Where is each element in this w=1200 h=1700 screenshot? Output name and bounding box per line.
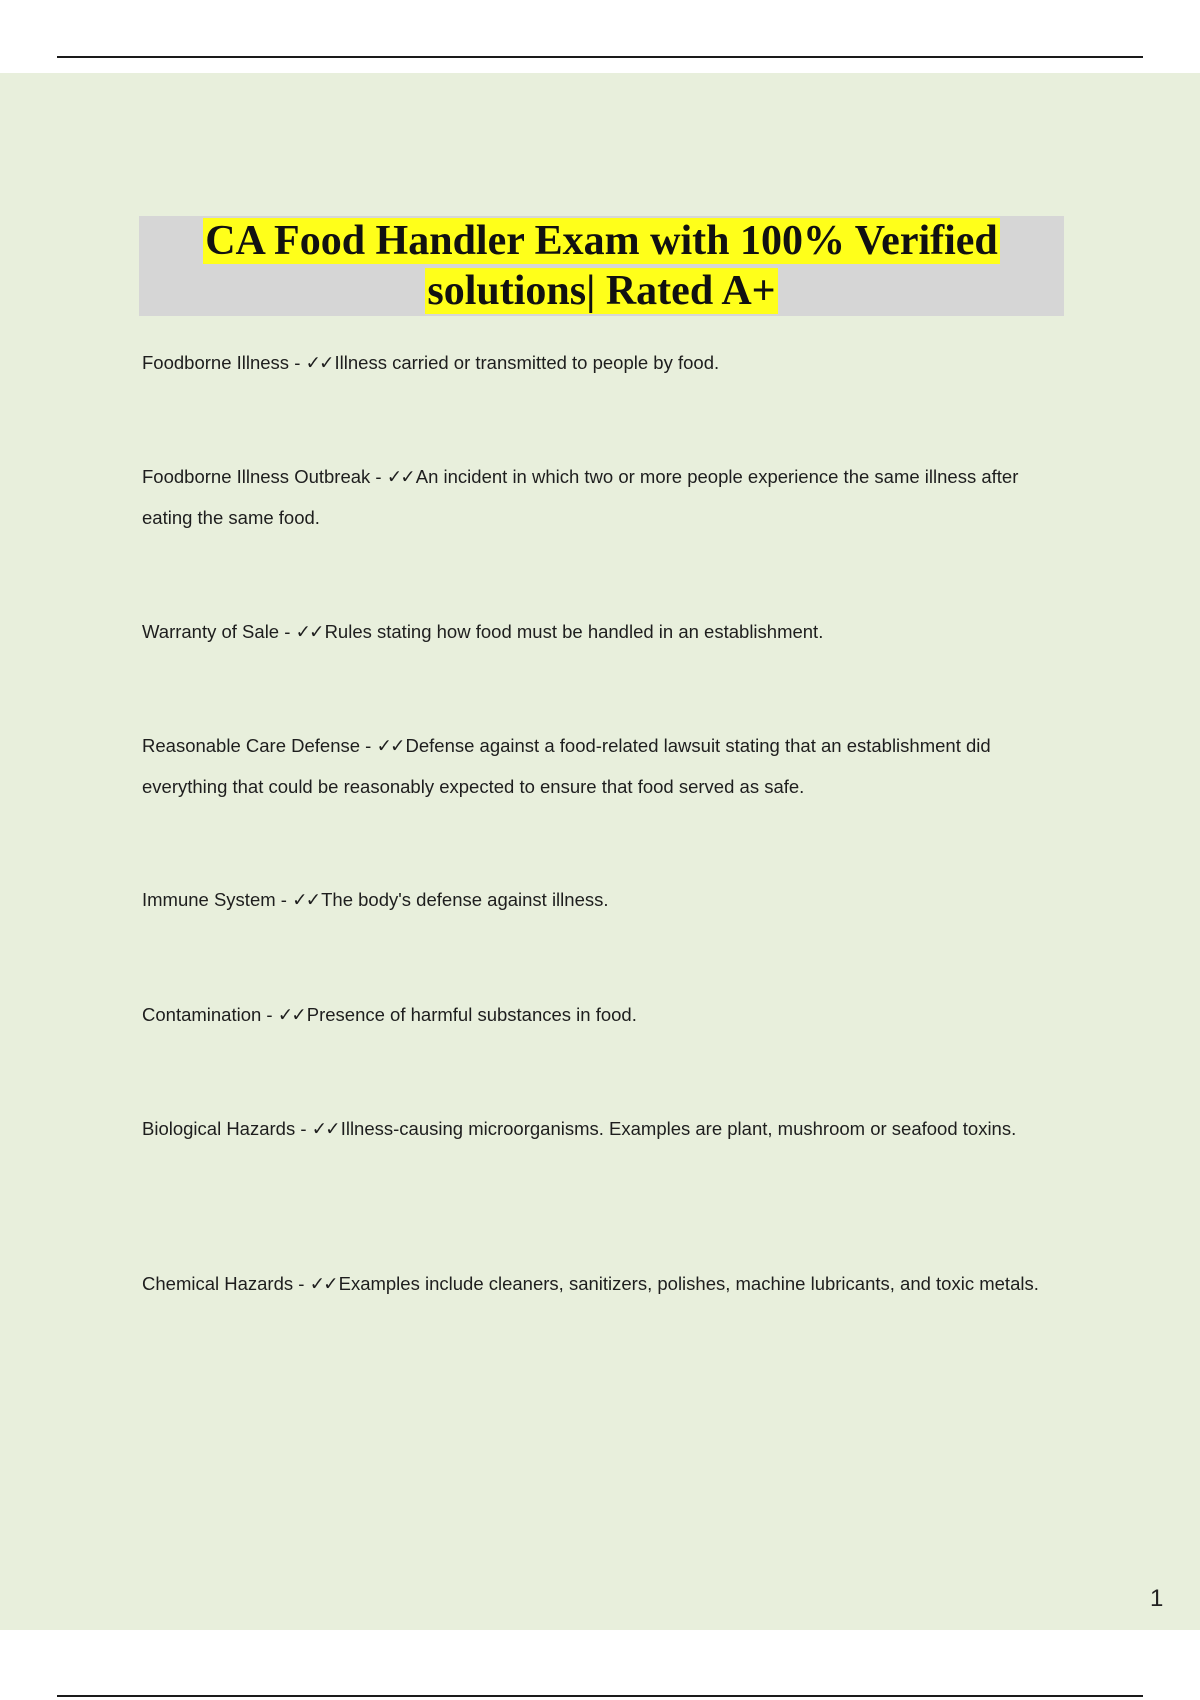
bottom-rule (57, 1695, 1143, 1697)
entry-separator: - (370, 466, 387, 487)
entry-chemical-hazards (142, 1263, 1052, 1304)
entry-definition: Rules stating how food must be handled in an establishment. (324, 621, 824, 642)
entry-term: Chemical Hazards (142, 1273, 294, 1294)
check-mark-icon: ✓✓ (309, 1273, 337, 1294)
entry-term: Immune System (142, 889, 276, 910)
check-mark-icon: ✓✓ (277, 1004, 305, 1025)
check-mark-icon: ✓✓ (292, 889, 320, 910)
entry-separator: - (275, 889, 293, 910)
entry-term: Biological Hazards (142, 1118, 296, 1139)
entry-definition: The body's defense against illness. (321, 889, 609, 910)
top-rule (57, 56, 1143, 58)
entry-separator: - (261, 1004, 278, 1025)
document-page (0, 73, 1200, 1630)
entry-separator: - (295, 1118, 312, 1139)
entry-term: Foodborne Illness (142, 352, 290, 373)
document-title (139, 216, 1064, 316)
entry-reasonable-care-defense (142, 725, 1052, 807)
entry-biological-hazards (142, 1108, 1052, 1149)
entry-separator: - (293, 1273, 310, 1294)
entry-definition: Illness carried or transmitted to people by food. (334, 352, 720, 373)
entry-definition: Defense against a food-related lawsuit stating that an establishment did everything that could be reasonably expected to ensure that food served as safe. (142, 735, 991, 797)
entry-foodborne-illness (142, 342, 1052, 383)
page-number: 1 (1150, 1585, 1164, 1612)
entry-definition: Examples include cleaners, sanitizers, polishes, machine lubricants, and toxic metals. (338, 1273, 1039, 1294)
entry-term: Reasonable Care Defense (142, 735, 361, 756)
check-mark-icon: ✓✓ (376, 735, 404, 756)
check-mark-icon: ✓✓ (305, 352, 333, 373)
entry-foodborne-illness-outbreak (142, 456, 1052, 538)
check-mark-icon: ✓✓ (295, 621, 323, 642)
entry-term: Warranty of Sale (142, 621, 280, 642)
entry-warranty-of-sale (142, 611, 1052, 652)
entry-separator: - (289, 352, 306, 373)
entry-definition: An incident in which two or more people experience the same illness after eating the same food. (142, 466, 1019, 528)
entry-separator: - (279, 621, 296, 642)
entry-contamination (142, 994, 1052, 1035)
check-mark-icon: ✓✓ (311, 1118, 339, 1139)
title-line-1: CA Food Handler Exam with 100% Verified (205, 218, 998, 264)
entry-term: Foodborne Illness Outbreak (142, 466, 371, 487)
check-mark-icon: ✓✓ (386, 466, 414, 487)
title-line-2: solutions| Rated A+ (427, 268, 776, 314)
entry-separator: - (360, 735, 377, 756)
entry-definition: Presence of harmful substances in food. (306, 1004, 637, 1025)
entry-term: Contamination (142, 1004, 262, 1025)
entry-definition: Illness-causing microorganisms. Examples are plant, mushroom or seafood toxins. (340, 1118, 1017, 1139)
entry-immune-system (142, 879, 1052, 920)
